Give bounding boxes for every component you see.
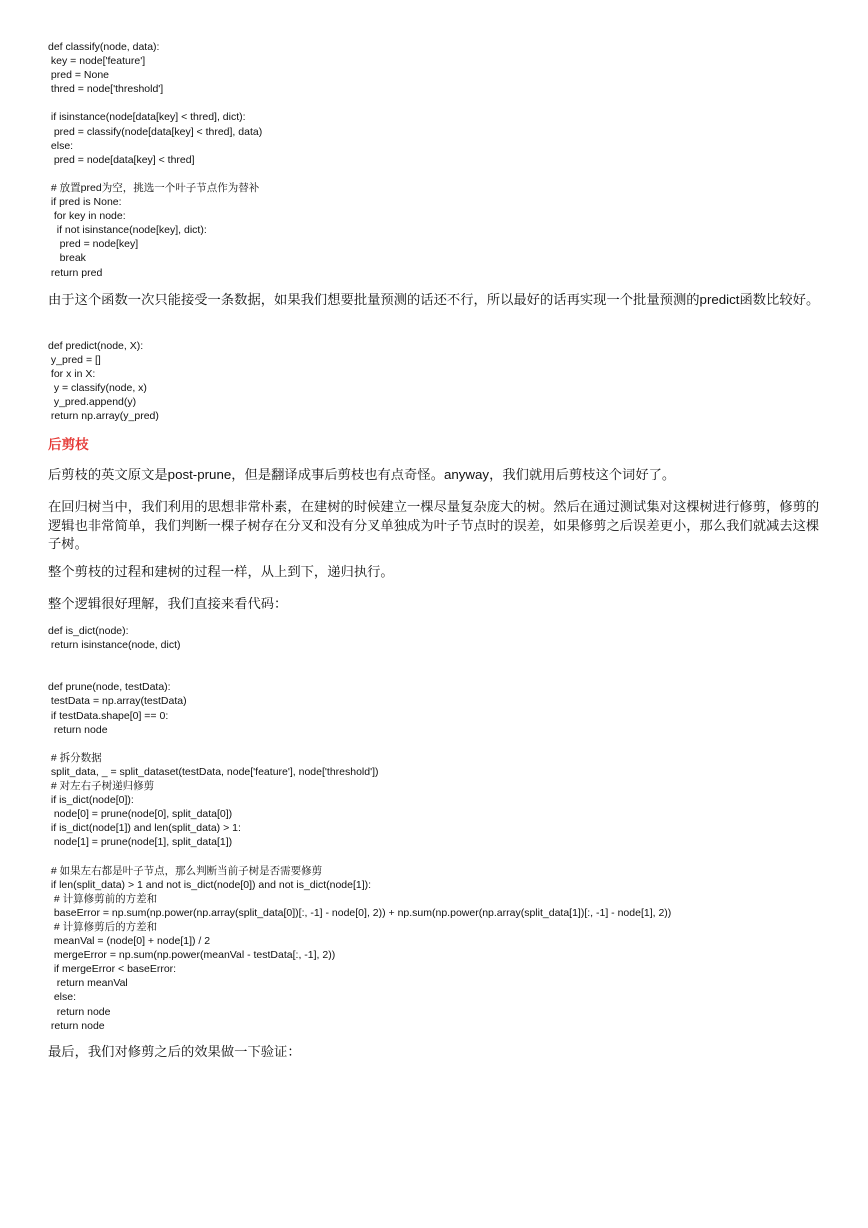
paragraph-post-prune-intro: 后剪枝的英文原文是post-prune，但是翻译成事后剪枝也有点奇怪。anyway，我们就用后剪枝这个词好了。 xyxy=(48,467,676,482)
paragraph-batch-predict: 由于这个函数一次只能接受一条数据，如果我们想要批量预测的话还不行，所以最好的话再实现一个批量预测的predict函数比较好。 xyxy=(48,292,820,307)
section-heading-post-prune: 后剪枝 xyxy=(48,437,89,452)
code-block-prune: def is_dict(node): return isinstance(node, dict) def prune(node, testData): testData = np.array(testData) if testData.shape[0] == 0: return node # 拆分数据 split_data, _ = split_dataset(testData, node['feature'], node['threshold']) # 对左右子树递归修剪 if is_dict(node[0]): node[0] = prune(node[0], split_data[0]) if is_dict(node[1]) and len(split_data) > 1: node[1] = prune(node[1], split_data[1]) # 如果左右都是叶子节点，那么判断当前子树是否需要修剪 if len(split_data) > 1 and not is_dict(node[0]) and not is_dict(node[1]): # 计算修剪前的方差和 baseError = np.sum(np.power(np.array(split_data[0])[:, -1] - node[0], 2)) + np.sum(np.power(np.array(split_data[1])[:, -1] - node[1], 2)) # 计算修剪后的方差和 meanVal = (node[0] + node[1]) / 2 mergeError = np.sum(np.power(meanVal - testData[:, -1], 2)) if mergeError < baseError: return meanVal else: return node return node xyxy=(48,625,672,1032)
paragraph-prune-process: 整个剪枝的过程和建树的过程一样，从上到下，递归执行。 xyxy=(48,564,394,579)
paragraph-prune-idea: 在回归树当中，我们利用的思想非常朴素，在建树的时候建立一棵尽量复杂庞大的树。然后在通过测试集对这棵树进行修剪，修剪的逻辑也非常简单，我们判断一棵子树存在分叉和没有分叉单独成为叶子节点时的误差，如果修剪之后误差更小，那么我们就减去这棵子树。 xyxy=(48,499,820,551)
code-block-classify: def classify(node, data): key = node['feature'] pred = None thred = node['threshold'] if isinstance(node[data[key] < thred], dict): pred = classify(node[data[key] < thred], data) else: pred = node[data[key] < thred] # 放置pred为空，挑选一个叶子节点作为替补 if pred is None: for key in node: if not isinstance(node[key], dict): pred = node[key] break return pred xyxy=(48,41,263,279)
paragraph-verify: 最后，我们对修剪之后的效果做一下验证： xyxy=(48,1044,301,1059)
code-block-predict: def predict(node, X): y_pred = [] for x in X: y = classify(node, x) y_pred.append(y) return np.array(y_pred) xyxy=(48,340,159,423)
paragraph-see-code: 整个逻辑很好理解，我们直接来看代码： xyxy=(48,596,288,611)
